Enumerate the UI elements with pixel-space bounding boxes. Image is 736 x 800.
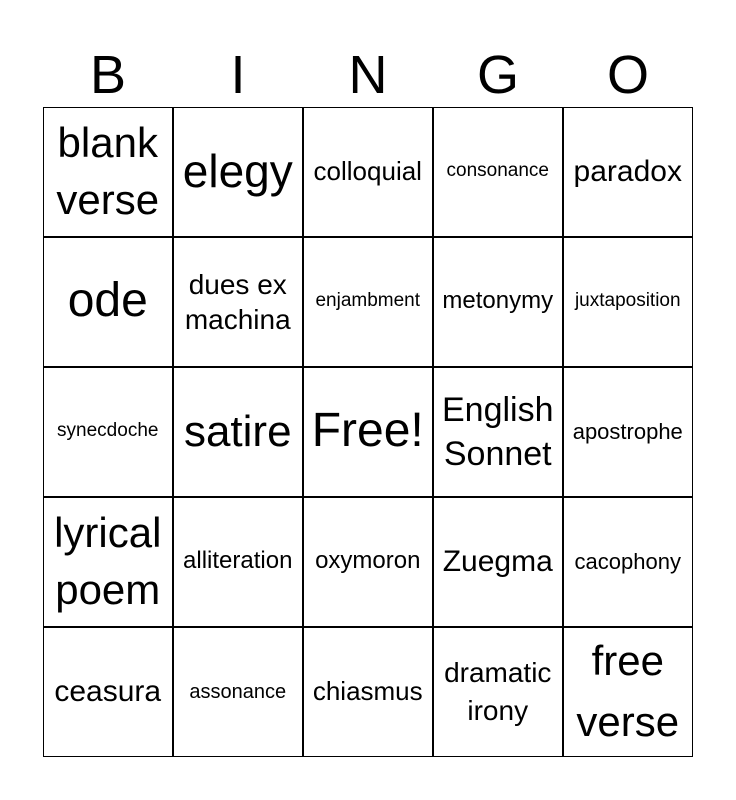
bingo-cell [43, 107, 174, 238]
bingo-cell [433, 627, 564, 758]
cell-text: apostrophe [572, 418, 683, 444]
bingo-cell [433, 237, 564, 368]
cell-text: lyrical poem [54, 509, 162, 613]
cell-text: alliteration [183, 547, 293, 575]
header-letter-n: N [348, 45, 388, 105]
cell-text: English Sonnet [441, 390, 554, 473]
bingo-cell [303, 497, 434, 628]
bingo-header [43, 44, 693, 106]
bingo-cell [303, 107, 434, 238]
cell-text: free verse [576, 636, 680, 745]
cell-text: elegy [182, 145, 293, 198]
cell-text: blank verse [56, 119, 160, 223]
bingo-cell [173, 107, 304, 238]
bingo-cell [563, 367, 694, 498]
cell-text: ceasura [54, 674, 162, 708]
header-letter-b: B [89, 45, 127, 105]
cell-text: ode [67, 274, 148, 328]
bingo-cell [433, 107, 564, 238]
bingo-cell [563, 107, 694, 238]
cell-text: cacophony [574, 548, 681, 574]
cell-text: dues ex machina [184, 268, 291, 335]
bingo-cell [173, 627, 304, 758]
cell-text: synecdoche [57, 420, 159, 442]
bingo-cell [173, 237, 304, 368]
bingo-cell [43, 237, 174, 368]
cell-text: dramatic irony [444, 656, 552, 726]
header-letter-g: G [476, 45, 519, 105]
bingo-cell [43, 367, 174, 498]
cell-text: colloquial [313, 156, 422, 187]
cell-text: Free! [311, 404, 424, 458]
bingo-cell [173, 367, 304, 498]
bingo-cell [43, 497, 174, 628]
bingo-cell [173, 497, 304, 628]
bingo-cell [303, 237, 434, 368]
bingo-cell [433, 367, 564, 498]
cell-text: enjambment [315, 290, 421, 312]
bingo-cell [433, 497, 564, 628]
cell-text: chiasmus [312, 676, 423, 707]
bingo-card-grid [43, 107, 693, 757]
header-letter-o: O [606, 45, 649, 105]
cell-text: Zuegma [442, 544, 553, 578]
bingo-cell [563, 497, 694, 628]
bingo-cell [563, 627, 694, 758]
bingo-cell [43, 627, 174, 758]
cell-text: metonymy [442, 287, 554, 315]
cell-text: paradox [573, 154, 682, 188]
bingo-cell [303, 367, 434, 498]
bingo-cell [303, 627, 434, 758]
cell-text: juxtaposition [574, 290, 681, 312]
cell-text: oxymoron [315, 547, 421, 575]
cell-text: assonance [189, 680, 287, 703]
cell-text: consonance [446, 160, 549, 182]
header-letter-i: I [230, 45, 246, 105]
cell-text: satire [183, 406, 292, 456]
bingo-cell [563, 237, 694, 368]
